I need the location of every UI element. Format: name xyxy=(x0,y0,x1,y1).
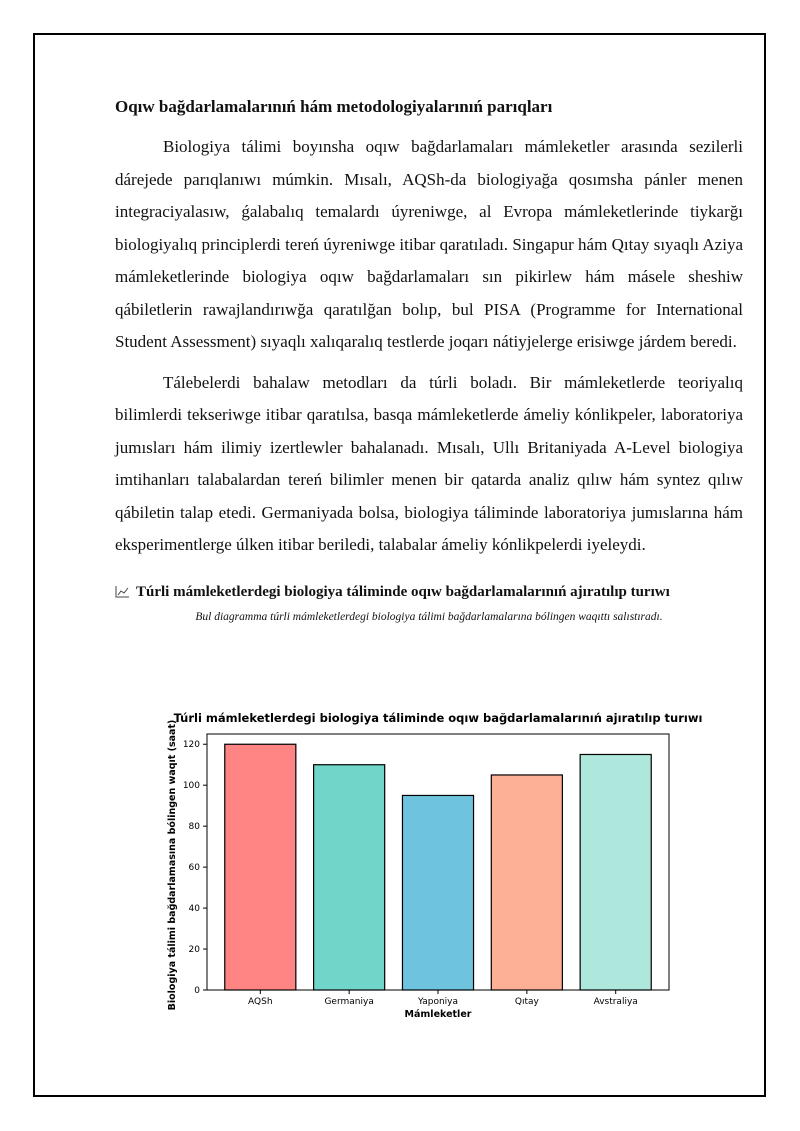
bar-yaponiya xyxy=(402,795,473,990)
bar-aqsh xyxy=(225,744,296,990)
document-body xyxy=(115,96,743,625)
y-tick-label: 0 xyxy=(194,986,200,996)
x-tick-label: Germaniya xyxy=(324,997,374,1007)
bar-germaniya xyxy=(314,765,385,990)
x-axis-label: Mámleketler xyxy=(404,1009,472,1020)
figure-caption: Bul diagramma túrli mámleketlerdegi biologiya tálimi bağdarlamalarına bólingen waqıttı salıstıradı. xyxy=(195,610,663,623)
bar-avstraliya xyxy=(580,754,651,990)
y-tick-label: 80 xyxy=(188,822,200,833)
x-tick-label: AQSh xyxy=(248,997,273,1007)
y-tick-label: 20 xyxy=(188,945,200,956)
paragraph-2: Tálebelerdi bahalaw metodları da túrli boladı. Bir mámleketlerde teoriyalıq bilimlerdi tekseriwge itibar qaratılsa, basqa mámleketlerde ámeliy kónlikpeler, laboratoriya jumısları hám ilimiy izertlewler bahalanadı. Mısalı, Ullı Britaniyada A-Level biologiya imtihanları talabalardan tereń bilimler menen bir qatarda analiz qılıw hám syntez qılıw qábiletin talap etedi. Germaniyada bolsa, biologiya táliminde laboratoriya jumıslarına hám eksperimentlerge úlken itibar beriledi, talabalar ámeliy kónlikpelerdi iyeleydi. xyxy=(115,372,743,554)
chart-title: Túrli mámleketlerdegi biologiya táliminde oqıw bağdarlamalarınıń ajıratılıp turıwı xyxy=(173,711,703,725)
x-tick-label: Yaponiya xyxy=(417,997,459,1007)
y-axis-label: Biologiya tálimi bağdarlamasına bólingen waqıt (saat) xyxy=(167,719,178,1011)
paragraph-1: Biologiya tálimi boyınsha oqıw bağdarlamaları mámleketler arasında sezilerli dárejede parıqlanıwı múmkin. Mısalı, AQSh-da biologiyağa qosımsha pánler menen integraciyalasıw, ǵalabalıq temalardı úyreniwge, al Evropa mámleketlerinde tiykarğı biologiyalıq principlerdi tereń úyreniwge itibar qaratıladı. Singapur hám Qıtay sıyaqlı Aziya mámleketlerinde biologiya oqıw bağdarlamaları sın pikirlew hám másele sheshiw qábiletlerin rawajlandırıwğa qaratılğan bolıp, bul PISA (Programme for International Student Assessment) sıyaqlı xalıqaralıq testlerde joqarı nátiyjelerge erisiwge járdem beredi. xyxy=(115,137,743,351)
y-tick-label: 100 xyxy=(182,781,200,792)
x-tick-label: Avstraliya xyxy=(593,997,638,1007)
y-tick-label: 40 xyxy=(188,904,200,915)
x-tick-label: Qıtay xyxy=(514,997,539,1007)
figure-title xyxy=(115,582,743,602)
y-tick-label: 120 xyxy=(182,740,200,751)
figure-title-text: Túrli mámleketlerdegi biologiya táliminde oqıw bağdarlamalarınıń ajıratılıp turıwı xyxy=(136,583,670,600)
y-tick-label: 60 xyxy=(188,863,200,874)
bar-chart xyxy=(163,706,703,1026)
chart-line-icon xyxy=(115,585,130,598)
bar-qıtay xyxy=(491,775,562,990)
section-heading: Oqıw bağdarlamalarınıń hám metodologiyalarınıń parıqları xyxy=(115,97,553,116)
